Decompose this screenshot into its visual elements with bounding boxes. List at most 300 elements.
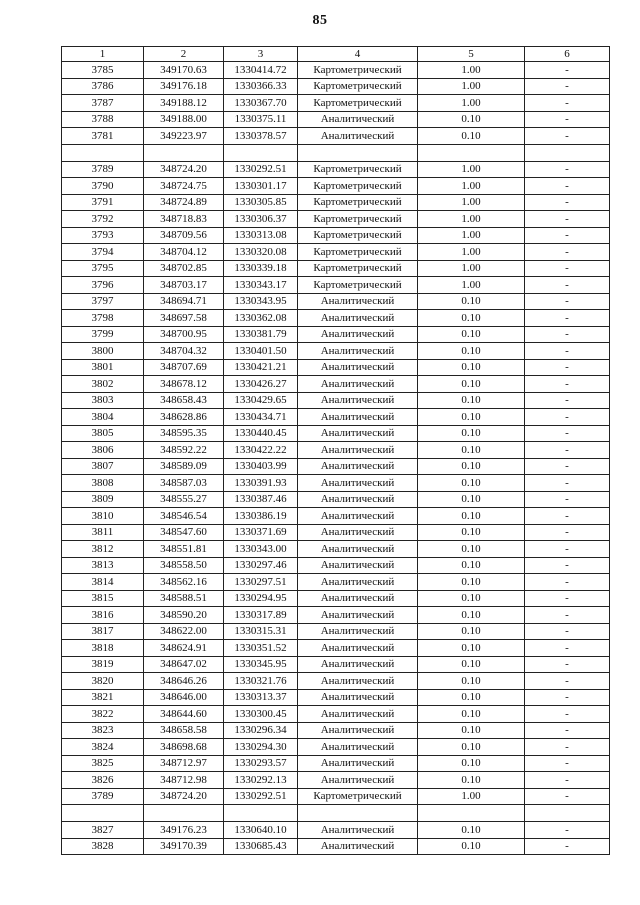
table-row	[62, 211, 610, 228]
table-cell	[418, 144, 525, 161]
table-cell: -	[525, 706, 610, 723]
table-cell: -	[525, 640, 610, 657]
table-cell: -	[525, 458, 610, 475]
table-cell: 1.00	[418, 244, 525, 261]
table-cell: -	[525, 739, 610, 756]
table-cell: 0.10	[418, 822, 525, 839]
table-cell: Аналитический	[298, 656, 418, 673]
table-cell: 0.10	[418, 128, 525, 145]
table-cell: 348546.54	[144, 508, 224, 525]
table-cell: 1330685.43	[224, 838, 298, 855]
table-cell: 3811	[62, 524, 144, 541]
table-row	[62, 541, 610, 558]
column-header: 2	[144, 47, 224, 62]
table-cell: 3808	[62, 475, 144, 492]
table-cell: Аналитический	[298, 458, 418, 475]
table-cell: 3813	[62, 557, 144, 574]
table-cell: 3809	[62, 491, 144, 508]
table-row	[62, 227, 610, 244]
table-cell: -	[525, 656, 610, 673]
table-cell: 348709.56	[144, 227, 224, 244]
table-row	[62, 425, 610, 442]
table-row	[62, 128, 610, 145]
table-cell: Картометрический	[298, 788, 418, 805]
table-cell: -	[525, 128, 610, 145]
table-row	[62, 144, 610, 161]
table-cell: Картометрический	[298, 95, 418, 112]
table-row	[62, 392, 610, 409]
table-cell: Аналитический	[298, 475, 418, 492]
table-cell: 348587.03	[144, 475, 224, 492]
table-cell: 3791	[62, 194, 144, 211]
table-cell: Картометрический	[298, 78, 418, 95]
table-cell: 1330306.37	[224, 211, 298, 228]
table-cell: -	[525, 78, 610, 95]
table-cell: 1330366.33	[224, 78, 298, 95]
table-cell: 348707.69	[144, 359, 224, 376]
table-cell: -	[525, 508, 610, 525]
table-cell: Аналитический	[298, 607, 418, 624]
table-row	[62, 689, 610, 706]
table-cell: Аналитический	[298, 623, 418, 640]
table-cell: 349176.23	[144, 822, 224, 839]
table-cell: Картометрический	[298, 161, 418, 178]
table-cell: 0.10	[418, 111, 525, 128]
table-cell: 3810	[62, 508, 144, 525]
table-cell: Аналитический	[298, 755, 418, 772]
table-cell: 1330421.21	[224, 359, 298, 376]
table-cell: -	[525, 293, 610, 310]
table-cell: 0.10	[418, 590, 525, 607]
table-cell: Аналитический	[298, 508, 418, 525]
table-row	[62, 458, 610, 475]
table-cell: 3787	[62, 95, 144, 112]
table-cell: 0.10	[418, 557, 525, 574]
table-row	[62, 442, 610, 459]
table-cell: 0.10	[418, 838, 525, 855]
table-cell: Картометрический	[298, 178, 418, 195]
table-cell: -	[525, 491, 610, 508]
table-cell: 349188.12	[144, 95, 224, 112]
column-header: 3	[224, 47, 298, 62]
table-cell: 0.10	[418, 475, 525, 492]
table-cell: 348595.35	[144, 425, 224, 442]
table-cell: 1330429.65	[224, 392, 298, 409]
table-cell: Аналитический	[298, 491, 418, 508]
table-cell: 1330313.37	[224, 689, 298, 706]
table-row	[62, 277, 610, 294]
table-cell: 348700.95	[144, 326, 224, 343]
table-cell: 3821	[62, 689, 144, 706]
table-cell: -	[525, 557, 610, 574]
table-cell: 3823	[62, 722, 144, 739]
table-cell: 1330321.76	[224, 673, 298, 690]
table-cell: -	[525, 161, 610, 178]
table-cell: 3818	[62, 640, 144, 657]
table-cell: 1.00	[418, 277, 525, 294]
table-cell: 0.10	[418, 689, 525, 706]
table-cell: 3828	[62, 838, 144, 855]
table-cell: 1330317.89	[224, 607, 298, 624]
table-cell: -	[525, 62, 610, 79]
table-cell: 1330403.99	[224, 458, 298, 475]
table-cell: -	[525, 95, 610, 112]
table-cell: 1330362.08	[224, 310, 298, 327]
table-cell: 348628.86	[144, 409, 224, 426]
table-row	[62, 359, 610, 376]
table-cell	[298, 144, 418, 161]
table-cell: -	[525, 211, 610, 228]
table-cell: 348624.91	[144, 640, 224, 657]
table-cell: 1.00	[418, 161, 525, 178]
table-cell: Аналитический	[298, 293, 418, 310]
table-cell: 348712.97	[144, 755, 224, 772]
table-cell: -	[525, 277, 610, 294]
table-cell: 3817	[62, 623, 144, 640]
table-row	[62, 755, 610, 772]
table-cell	[525, 144, 610, 161]
table-cell: 1.00	[418, 194, 525, 211]
table-cell: 3785	[62, 62, 144, 79]
table-cell: 0.10	[418, 458, 525, 475]
table-cell: 348724.20	[144, 161, 224, 178]
table-cell: 348694.71	[144, 293, 224, 310]
table-cell: 348646.26	[144, 673, 224, 690]
table-cell	[418, 805, 525, 822]
table-cell: 0.10	[418, 491, 525, 508]
table-cell: 348590.20	[144, 607, 224, 624]
table-cell: 0.10	[418, 739, 525, 756]
table-cell: Аналитический	[298, 111, 418, 128]
table-cell: 3790	[62, 178, 144, 195]
table-cell: 1.00	[418, 211, 525, 228]
table-cell: -	[525, 822, 610, 839]
table-row	[62, 409, 610, 426]
table-cell: 1330401.50	[224, 343, 298, 360]
table-cell: Аналитический	[298, 590, 418, 607]
table-cell: 0.10	[418, 607, 525, 624]
table-body	[62, 62, 610, 855]
table-cell: 3820	[62, 673, 144, 690]
table-cell: 3815	[62, 590, 144, 607]
table-cell: -	[525, 194, 610, 211]
table-cell: 348724.75	[144, 178, 224, 195]
table-cell: Аналитический	[298, 706, 418, 723]
table-row	[62, 656, 610, 673]
table-row	[62, 524, 610, 541]
table-cell: 348589.09	[144, 458, 224, 475]
table-cell: -	[525, 178, 610, 195]
table-cell: 0.10	[418, 326, 525, 343]
table-cell: 348718.83	[144, 211, 224, 228]
table-row	[62, 376, 610, 393]
table-cell	[62, 144, 144, 161]
coordinates-table	[61, 46, 610, 855]
table-cell: Аналитический	[298, 541, 418, 558]
table-cell: 348588.51	[144, 590, 224, 607]
table-cell	[62, 805, 144, 822]
table-cell: -	[525, 623, 610, 640]
table-cell: 1330440.45	[224, 425, 298, 442]
table-cell: 1.00	[418, 78, 525, 95]
table-cell: 1330434.71	[224, 409, 298, 426]
table-row	[62, 607, 610, 624]
table-cell: -	[525, 838, 610, 855]
table-cell: 1330292.13	[224, 772, 298, 789]
table-cell: Картометрический	[298, 211, 418, 228]
table-cell	[224, 805, 298, 822]
table-cell: 3788	[62, 111, 144, 128]
table-cell: 1330301.17	[224, 178, 298, 195]
table-cell: -	[525, 227, 610, 244]
column-header: 1	[62, 47, 144, 62]
table-cell: 1330414.72	[224, 62, 298, 79]
table-cell: 348698.68	[144, 739, 224, 756]
table-cell: 3792	[62, 211, 144, 228]
table-cell: Аналитический	[298, 722, 418, 739]
table-cell: Аналитический	[298, 838, 418, 855]
table-row	[62, 557, 610, 574]
table-cell: -	[525, 359, 610, 376]
table-cell: 1330343.95	[224, 293, 298, 310]
table-row	[62, 111, 610, 128]
table-cell: 3816	[62, 607, 144, 624]
table-cell: 3803	[62, 392, 144, 409]
table-cell: Картометрический	[298, 227, 418, 244]
table-cell: 3800	[62, 343, 144, 360]
table-cell: 1330343.00	[224, 541, 298, 558]
table-cell: 1330367.70	[224, 95, 298, 112]
table-cell: 348703.17	[144, 277, 224, 294]
table-cell: 1330339.18	[224, 260, 298, 277]
column-header: 6	[525, 47, 610, 62]
table-cell: 3822	[62, 706, 144, 723]
table-cell	[224, 144, 298, 161]
table-row	[62, 590, 610, 607]
page-number: 85	[312, 13, 328, 28]
table-cell: 1330371.69	[224, 524, 298, 541]
table-cell: Картометрический	[298, 277, 418, 294]
table-row	[62, 95, 610, 112]
table-row	[62, 260, 610, 277]
table-cell: Картометрический	[298, 194, 418, 211]
table-cell: 3819	[62, 656, 144, 673]
table-row	[62, 161, 610, 178]
table-row	[62, 623, 610, 640]
table-cell: 349170.39	[144, 838, 224, 855]
table-cell: 0.10	[418, 755, 525, 772]
table-cell: -	[525, 574, 610, 591]
table-cell: 3789	[62, 161, 144, 178]
table-cell: 1.00	[418, 95, 525, 112]
table-cell: 0.10	[418, 293, 525, 310]
table-cell: Картометрический	[298, 260, 418, 277]
table-cell: 0.10	[418, 425, 525, 442]
table-cell: -	[525, 755, 610, 772]
table-cell: 349170.63	[144, 62, 224, 79]
table-cell: 1330345.95	[224, 656, 298, 673]
table-cell: 1330294.30	[224, 739, 298, 756]
table-cell: 1330381.79	[224, 326, 298, 343]
table-cell: 3801	[62, 359, 144, 376]
column-header: 5	[418, 47, 525, 62]
table-cell: 3806	[62, 442, 144, 459]
table-cell: 348558.50	[144, 557, 224, 574]
table-cell: 348555.27	[144, 491, 224, 508]
table-cell: 1330343.17	[224, 277, 298, 294]
table-cell: Аналитический	[298, 574, 418, 591]
table-cell: -	[525, 607, 610, 624]
table-cell: 3794	[62, 244, 144, 261]
table-cell: 3796	[62, 277, 144, 294]
table-cell: 1330386.19	[224, 508, 298, 525]
table-cell: 1330375.11	[224, 111, 298, 128]
table-cell: 348724.20	[144, 788, 224, 805]
table-cell: 1330292.51	[224, 161, 298, 178]
table-cell: 0.10	[418, 673, 525, 690]
table-cell: -	[525, 689, 610, 706]
table-cell: 0.10	[418, 508, 525, 525]
table-cell: 0.10	[418, 359, 525, 376]
table-cell: 3793	[62, 227, 144, 244]
table-cell: 1.00	[418, 788, 525, 805]
table-cell: 348646.00	[144, 689, 224, 706]
table-cell: Аналитический	[298, 310, 418, 327]
table-cell: Аналитический	[298, 442, 418, 459]
table-cell: 0.10	[418, 722, 525, 739]
table-cell: Картометрический	[298, 62, 418, 79]
table-cell: -	[525, 788, 610, 805]
table-cell: 1330300.45	[224, 706, 298, 723]
table-row	[62, 838, 610, 855]
table-cell: 3814	[62, 574, 144, 591]
table-cell: 349223.97	[144, 128, 224, 145]
table-cell: 0.10	[418, 772, 525, 789]
table-cell: 1330391.93	[224, 475, 298, 492]
table-cell: 0.10	[418, 524, 525, 541]
table-row	[62, 178, 610, 195]
table-cell: 3804	[62, 409, 144, 426]
table-header-row	[62, 47, 610, 62]
table-cell: 1330422.22	[224, 442, 298, 459]
table-row	[62, 640, 610, 657]
table-cell: 0.10	[418, 409, 525, 426]
table-cell: 1330313.08	[224, 227, 298, 244]
table-cell: Аналитический	[298, 392, 418, 409]
table-cell: 1.00	[418, 178, 525, 195]
table-cell: -	[525, 409, 610, 426]
table-cell: 348547.60	[144, 524, 224, 541]
table-cell: 0.10	[418, 343, 525, 360]
table-cell: 1330378.57	[224, 128, 298, 145]
table-cell: 348551.81	[144, 541, 224, 558]
table-cell	[298, 805, 418, 822]
table-cell: 348704.12	[144, 244, 224, 261]
table-row	[62, 194, 610, 211]
table-cell: 1330387.46	[224, 491, 298, 508]
table-cell: 3824	[62, 739, 144, 756]
table-cell: Аналитический	[298, 409, 418, 426]
table-row	[62, 62, 610, 79]
table-cell: Аналитический	[298, 673, 418, 690]
table-cell: 3805	[62, 425, 144, 442]
table-cell: 348678.12	[144, 376, 224, 393]
table-cell: -	[525, 541, 610, 558]
table-cell: -	[525, 673, 610, 690]
table-row	[62, 508, 610, 525]
table-cell: 1.00	[418, 260, 525, 277]
table-cell: 1330315.31	[224, 623, 298, 640]
table-row	[62, 326, 610, 343]
table-cell: 348644.60	[144, 706, 224, 723]
table-cell: Аналитический	[298, 557, 418, 574]
table-cell: 1330296.34	[224, 722, 298, 739]
table-cell: Аналитический	[298, 739, 418, 756]
table-cell: Аналитический	[298, 425, 418, 442]
table-row	[62, 805, 610, 822]
table-cell: 348622.00	[144, 623, 224, 640]
table-cell: 1330426.27	[224, 376, 298, 393]
table-cell: 1330292.51	[224, 788, 298, 805]
table-cell: 1330297.46	[224, 557, 298, 574]
table-cell: -	[525, 772, 610, 789]
table-cell: -	[525, 326, 610, 343]
table-cell: 3812	[62, 541, 144, 558]
table-cell: -	[525, 590, 610, 607]
table-cell: 348658.58	[144, 722, 224, 739]
table-cell: Аналитический	[298, 343, 418, 360]
table-row	[62, 706, 610, 723]
table-cell: 348702.85	[144, 260, 224, 277]
table-cell: 349188.00	[144, 111, 224, 128]
table-cell	[144, 144, 224, 161]
table-cell: 1330351.52	[224, 640, 298, 657]
table-cell: -	[525, 475, 610, 492]
table-cell: 348712.98	[144, 772, 224, 789]
table-row	[62, 310, 610, 327]
table-cell: -	[525, 722, 610, 739]
table-cell: -	[525, 524, 610, 541]
table-cell: 0.10	[418, 640, 525, 657]
table-cell: 349176.18	[144, 78, 224, 95]
table-cell: 1.00	[418, 227, 525, 244]
table-row	[62, 293, 610, 310]
table-row	[62, 491, 610, 508]
table-cell: 0.10	[418, 392, 525, 409]
table-cell: 3798	[62, 310, 144, 327]
table-cell: Аналитический	[298, 772, 418, 789]
table-cell: -	[525, 310, 610, 327]
table-cell: Аналитический	[298, 359, 418, 376]
table-cell: -	[525, 111, 610, 128]
table-cell: Аналитический	[298, 128, 418, 145]
table-cell: -	[525, 244, 610, 261]
table-cell: 1330294.95	[224, 590, 298, 607]
table-cell	[144, 805, 224, 822]
table-row	[62, 78, 610, 95]
table-cell: 0.10	[418, 376, 525, 393]
table-cell: 348647.02	[144, 656, 224, 673]
table-cell: -	[525, 392, 610, 409]
table-cell: 0.10	[418, 574, 525, 591]
table-cell: 0.10	[418, 442, 525, 459]
column-header: 4	[298, 47, 418, 62]
table-cell: -	[525, 376, 610, 393]
table-cell: -	[525, 442, 610, 459]
table-cell: Аналитический	[298, 822, 418, 839]
table-cell: 3826	[62, 772, 144, 789]
table-cell: 1330640.10	[224, 822, 298, 839]
